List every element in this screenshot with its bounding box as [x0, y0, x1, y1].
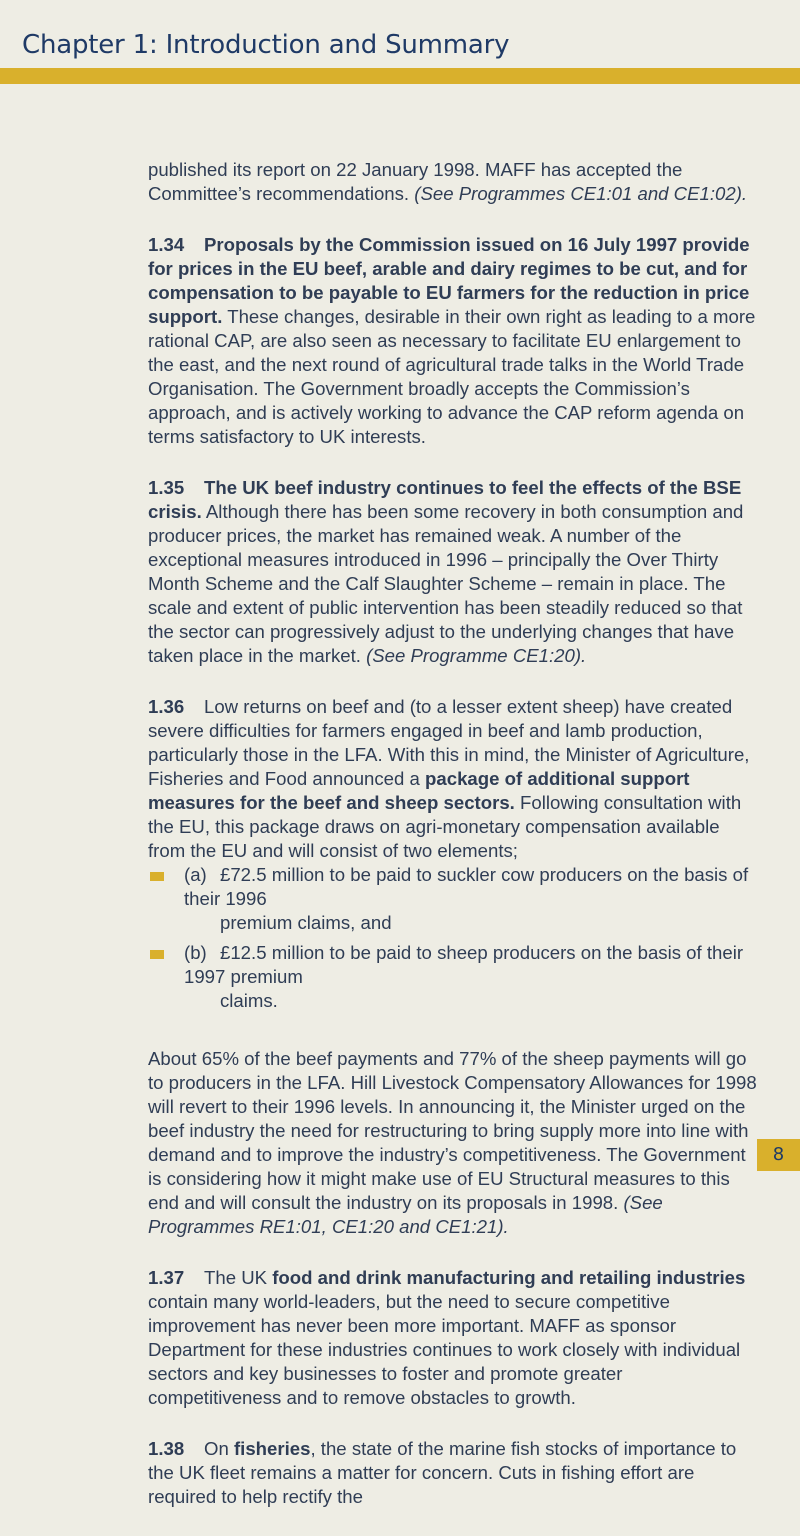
- paragraph-number: 1.37: [148, 1267, 185, 1288]
- bullet-label: (a): [184, 864, 207, 885]
- bullet-item-b-continuation: [148, 989, 758, 1013]
- bullet-square-icon: [150, 950, 164, 959]
- paragraph-number: 1.34: [148, 234, 185, 255]
- paragraph-text: , the state of the marine fish stocks of importance to the UK fleet remains a matter for concern. Cuts in fishing effort are required to help rectify the: [148, 1438, 737, 1507]
- programme-reference: (See Programmes CE1:01 and CE1:02).: [414, 183, 748, 204]
- paragraph-text: On: [204, 1438, 234, 1459]
- paragraph-about: [148, 1047, 758, 1239]
- paragraph-text: Although there has been some recovery in both consumption and producer prices, the market has remained weak. A number of the exceptional measures introduced in 1996 – principally the Over Thirty Month Scheme and the Calf Slaughter Scheme – remain in place. The scale and extent of public intervention has been steadily reduced so that the sector can progressively adjust to the underlying changes that have taken place in the market.: [148, 501, 744, 666]
- paragraph-lead: The UK beef industry continues to feel the effects of the BSE crisis.: [148, 477, 742, 522]
- bullet-text: premium claims, and: [220, 912, 392, 933]
- paragraph-emphasis: package of additional support measures for the beef and sheep sectors.: [148, 768, 690, 813]
- paragraph-emphasis: food and drink manufacturing and retailing industries: [272, 1267, 746, 1288]
- paragraph-number: 1.36: [148, 696, 185, 717]
- paragraph-text: These changes, desirable in their own right as leading to a more rational CAP, are also seen as necessary to facilitate EU enlargement to the east, and the next round of agricultural trade talks in the World Trade Organisation. The Government broadly accepts the Commission’s approach, and is actively working to advance the CAP reform agenda on terms satisfactory to UK interests.: [148, 306, 756, 447]
- bullet-text: £72.5 million to be paid to suckler cow producers on the basis of their 1996: [184, 864, 749, 909]
- paragraph-1-34: [148, 233, 758, 449]
- paragraph-text: published its report on 22 January 1998. MAFF has accepted the Committee’s recommendations.: [148, 159, 683, 204]
- paragraph-lead: Proposals by the Commission issued on 16 July 1997 provide for prices in the EU beef, arable and dairy regimes to be cut, and for compensation to be payable to EU farmers for the reduction in price support.: [148, 234, 750, 327]
- paragraph-1-37: [148, 1266, 758, 1410]
- paragraph-continuation: [148, 158, 758, 206]
- paragraph-text: About 65% of the beef payments and 77% of the sheep payments will go to producers in the LFA. Hill Livestock Compensatory Allowances for 1998 will revert to their 1996 levels. In announcing it, the Minister urged on the beef industry the need for restructuring to bring supply more into line with demand and to improve the industry’s competitiveness. The Government is considering how it might make use of EU Structural measures to this end and will consult the industry on its proposals in 1998.: [148, 1048, 757, 1213]
- paragraph-text: Following consultation with the EU, this package draws on agri-monetary compensation available from the EU and will consist of two elements;: [148, 792, 742, 861]
- bullet-square-icon: [150, 872, 164, 881]
- bullet-label: (b): [184, 942, 207, 963]
- paragraph-1-38: [148, 1437, 758, 1509]
- bullet-text: claims.: [220, 990, 278, 1011]
- paragraph-text: The UK: [204, 1267, 273, 1288]
- header-band: [0, 68, 800, 84]
- paragraph-body: [148, 695, 758, 863]
- paragraph-1-36: [148, 695, 758, 1013]
- programme-reference: (See Programmes RE1:01, CE1:20 and CE1:21).: [148, 1192, 663, 1237]
- paragraph-emphasis: fisheries: [233, 1438, 311, 1459]
- page-number: 8: [757, 1139, 800, 1171]
- chapter-title: Chapter 1: Introduction and Summary: [22, 30, 510, 60]
- paragraph-number: 1.35: [148, 477, 185, 498]
- paragraph-text: Low returns on beef and (to a lesser extent sheep) have created severe difficulties for farmers engaged in beef and lamb production, particularly those in the LFA. With this in mind, the Minister of Agriculture, Fisheries and Food announced a: [148, 696, 750, 789]
- bullet-item-a-continuation: [148, 911, 758, 935]
- paragraph-1-35: [148, 476, 758, 668]
- paragraph-number: 1.38: [148, 1438, 185, 1459]
- bullet-item-b: [148, 941, 758, 989]
- paragraph-text: contain many world-leaders, but the need to secure competitive improvement has never been more important. MAFF as sponsor Department for these industries continues to work closely with individual sectors and key businesses to foster and promote greater competitiveness and to remove obstacles to growth.: [148, 1291, 741, 1408]
- programme-reference: (See Programme CE1:20).: [366, 645, 587, 666]
- bullet-item-a: [148, 863, 758, 911]
- bullet-text: £12.5 million to be paid to sheep producers on the basis of their 1997 premium: [184, 942, 744, 987]
- main-content: [148, 158, 758, 1536]
